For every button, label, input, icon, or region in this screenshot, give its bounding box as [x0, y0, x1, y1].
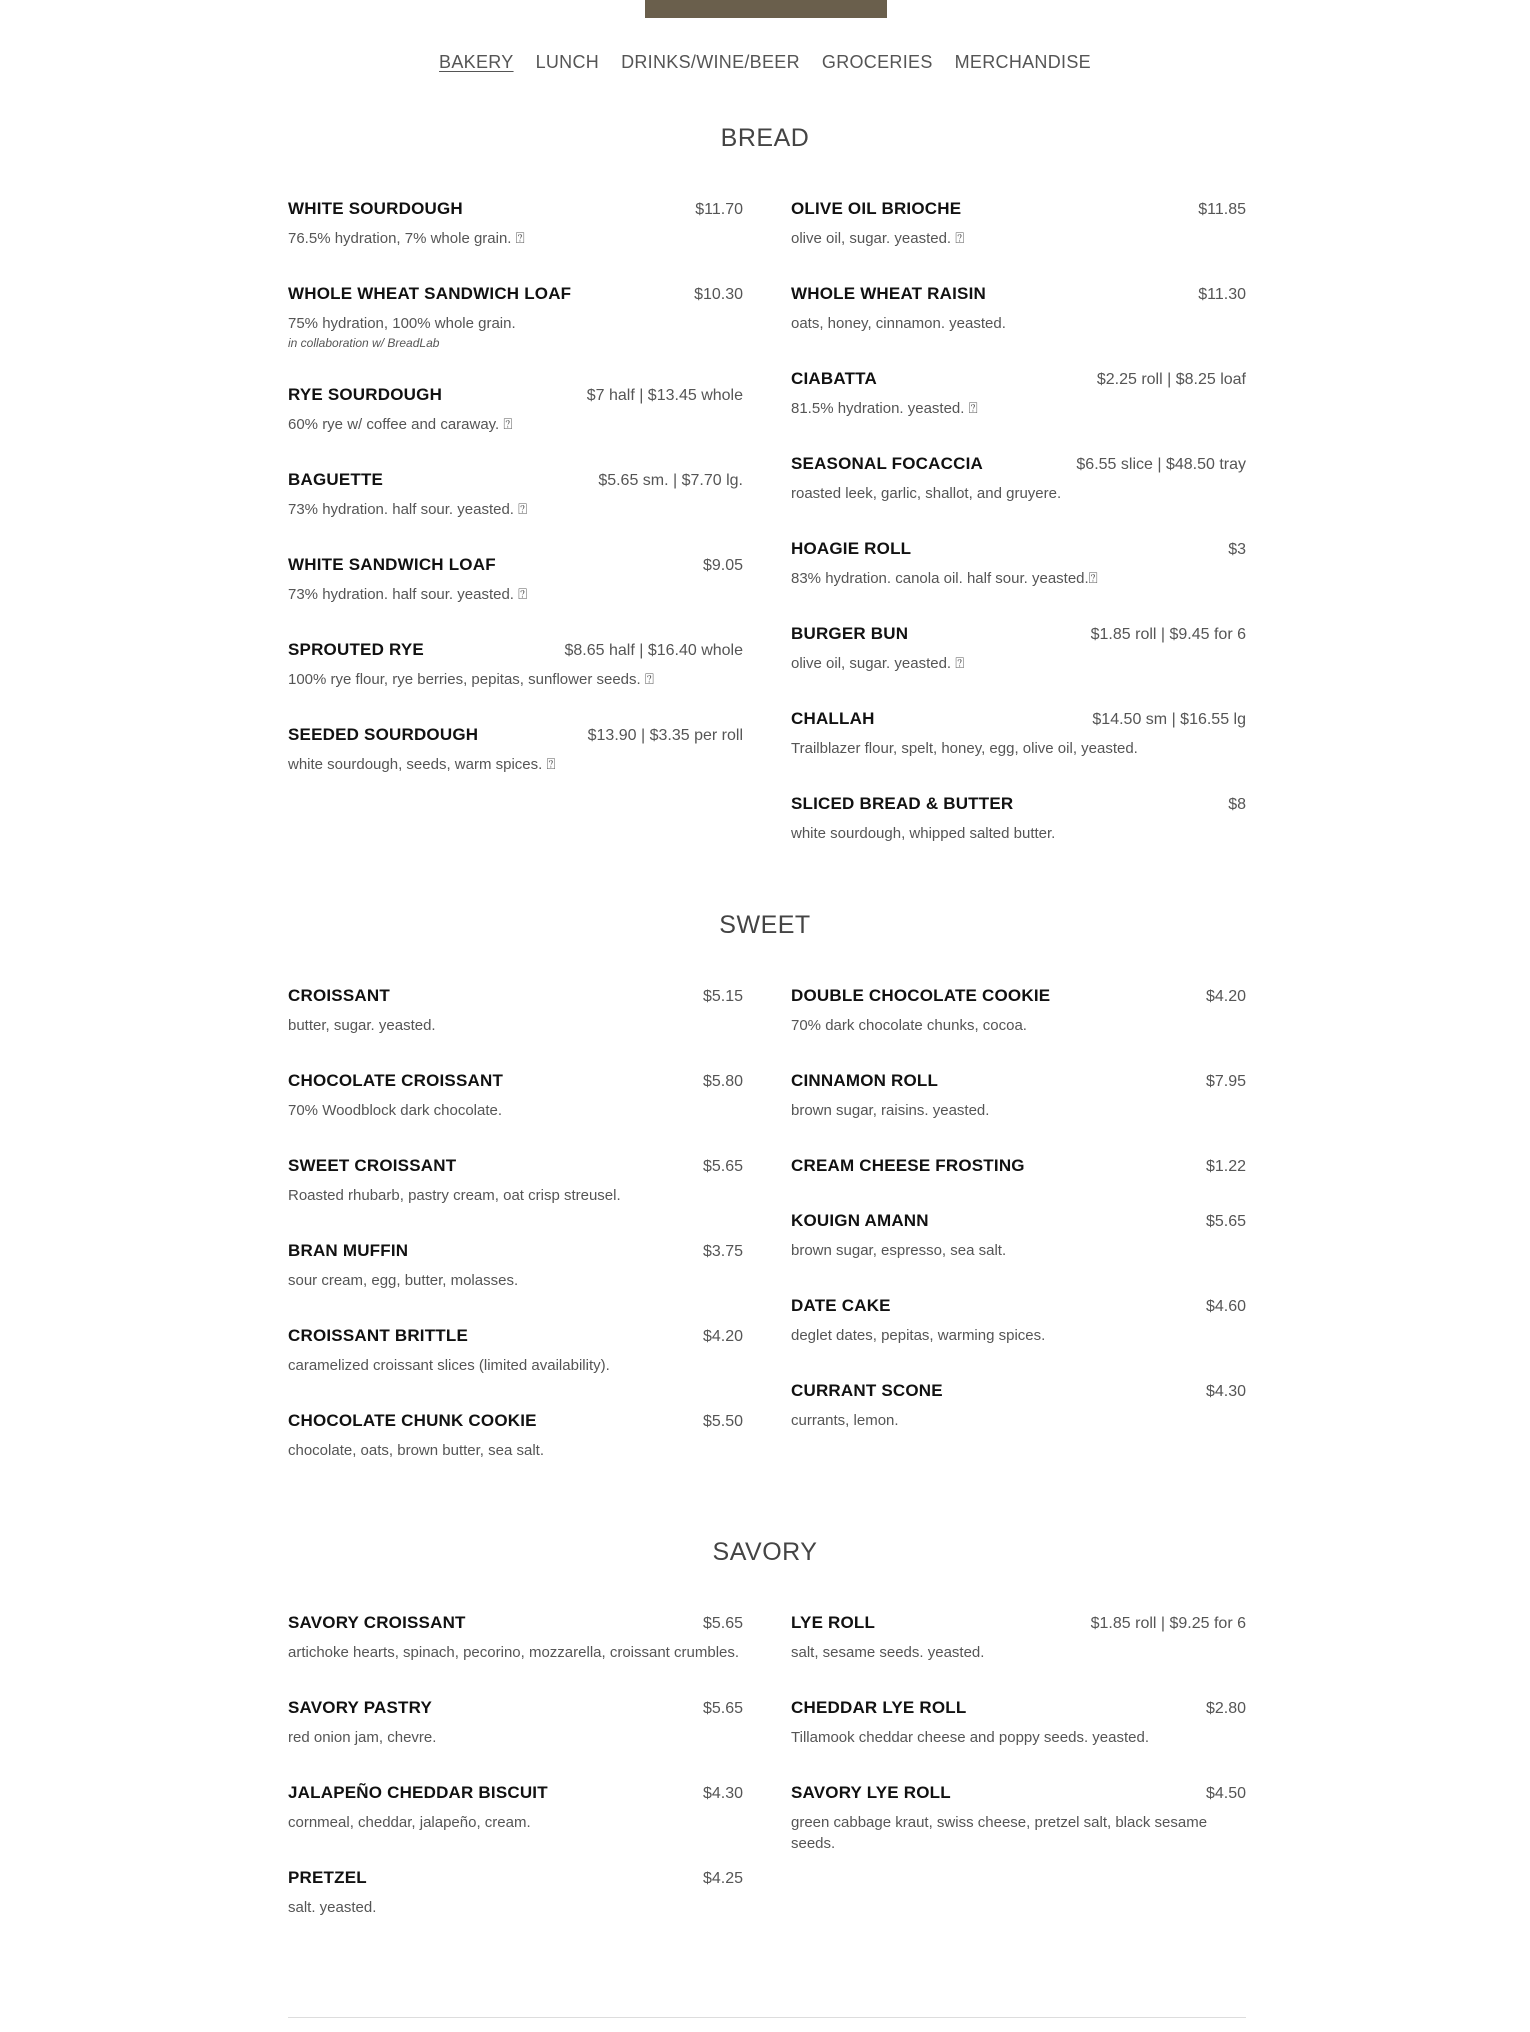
menu-item-header: [791, 1783, 1246, 1803]
menu-item-name: CHOCOLATE CHUNK COOKIE: [288, 1411, 537, 1430]
menu-item-header: [791, 539, 1246, 559]
menu-item-price: $5.65 sm. | $7.70 lg.: [598, 472, 743, 489]
menu-item: [791, 986, 1246, 1036]
menu-item-price: $10.30: [694, 286, 743, 303]
menu-item-header: [288, 1071, 743, 1091]
menu-item-name: SEASONAL FOCACCIA: [791, 454, 983, 473]
menu-item-price: $3: [1228, 541, 1246, 558]
menu-item-description: brown sugar, raisins. yeasted.: [791, 1102, 990, 1119]
menu-item-name: CROISSANT: [288, 986, 390, 1005]
menu-item-header: [791, 1296, 1246, 1316]
menu-item-header: [288, 385, 743, 405]
menu-item-description: white sourdough, whipped salted butter.: [791, 825, 1056, 842]
menu-item-header: [288, 986, 743, 1006]
menu-item-header: [791, 1211, 1246, 1231]
menu-item-description: Tillamook cheddar cheese and poppy seeds. yeasted.: [791, 1729, 1150, 1746]
menu-item-description: 83% hydration. canola oil. half sour. yeasted.⍰: [791, 570, 1098, 587]
menu-item-header: [288, 1156, 743, 1176]
menu-item: [791, 1211, 1246, 1261]
menu-item-name: WHOLE WHEAT RAISIN: [791, 284, 986, 303]
menu-item-header: [288, 1783, 743, 1803]
menu-item-description: salt. yeasted.: [288, 1899, 377, 1916]
menu-item-header: [288, 1411, 743, 1431]
menu-item-price: $5.65: [702, 1615, 743, 1632]
menu-item: [288, 284, 743, 350]
menu-item: [791, 1381, 1246, 1431]
bread-left-column: [288, 199, 743, 810]
menu-item-price: $4.20: [1205, 988, 1246, 1005]
menu-item-price: $5.65: [1205, 1213, 1246, 1230]
menu-item-price: $3.75: [702, 1243, 743, 1260]
menu-item-name: LYE ROLL: [791, 1613, 876, 1632]
menu-item-name: CHEDDAR LYE ROLL: [791, 1698, 967, 1717]
menu-item-name: PRETZEL: [288, 1868, 367, 1887]
menu-item-header: [791, 1613, 1246, 1633]
menu-item: [288, 1783, 743, 1833]
menu-item-description: 73% hydration. half sour. yeasted. ⍰: [288, 501, 528, 518]
menu-item: [791, 709, 1246, 759]
menu-item: [288, 199, 743, 249]
menu-item-header: [791, 1381, 1246, 1401]
menu-item-price: $7 half | $13.45 whole: [586, 387, 743, 404]
menu-item-price: $2.80: [1205, 1700, 1246, 1717]
menu-item-name: HOAGIE ROLL: [791, 539, 912, 558]
menu-item-header: [791, 1156, 1246, 1176]
menu-item-header: [791, 1071, 1246, 1091]
menu-item-name: SEEDED SOURDOUGH: [288, 725, 479, 744]
menu-item-price: $4.60: [1205, 1298, 1246, 1315]
menu-item: [791, 1296, 1246, 1346]
menu-item-header: [791, 709, 1246, 729]
savory-left-column: [288, 1613, 743, 1953]
menu-item-name: SPROUTED RYE: [288, 640, 424, 659]
menu-item: [791, 1071, 1246, 1121]
menu-item-header: [791, 454, 1246, 474]
menu-item: [288, 555, 743, 605]
menu-item-name: SAVORY PASTRY: [288, 1698, 432, 1717]
menu-item-header: [791, 794, 1246, 814]
menu-item-name: CREAM CHEESE FROSTING: [791, 1156, 1025, 1175]
menu-item: [288, 1613, 743, 1663]
menu-item-header: [791, 284, 1246, 304]
menu-item-header: [288, 725, 743, 745]
menu-item-description: 60% rye w/ coffee and caraway. ⍰: [288, 416, 513, 433]
menu-item-description: Trailblazer flour, spelt, honey, egg, olive oil, yeasted.: [791, 740, 1138, 757]
menu-item-header: [288, 1613, 743, 1633]
menu-item-price: $5.65: [702, 1158, 743, 1175]
menu-item-name: CIABATTA: [791, 369, 877, 388]
menu-item-name: CINNAMON ROLL: [791, 1071, 939, 1090]
menu-item: [791, 1156, 1246, 1176]
menu-item-header: [288, 284, 743, 304]
menu-item-header: [791, 986, 1246, 1006]
menu-item-price: $5.65: [702, 1700, 743, 1717]
menu-item: [288, 1698, 743, 1748]
nav-groceries[interactable]: GROCERIES: [821, 52, 933, 72]
menu-item: [791, 624, 1246, 674]
menu-item: [288, 385, 743, 435]
sweet-left-column: [288, 986, 743, 1496]
menu-item: [288, 1326, 743, 1376]
menu-item-name: CURRANT SCONE: [791, 1381, 943, 1400]
menu-item: [791, 1698, 1246, 1748]
menu-item-description: green cabbage kraut, swiss cheese, pretzel salt, black sesame seeds.: [791, 1814, 1208, 1852]
menu-item-header: [791, 199, 1246, 219]
menu-item-price: $4.20: [702, 1328, 743, 1345]
menu-item-price: $8: [1228, 796, 1246, 813]
menu-item: [288, 725, 743, 775]
menu-item-name: KOUIGN AMANN: [791, 1211, 929, 1230]
menu-item-name: DOUBLE CHOCOLATE COOKIE: [791, 986, 1051, 1005]
menu-item-name: CHOCOLATE CROISSANT: [288, 1071, 504, 1090]
menu-item-price: $6.55 slice | $48.50 tray: [1076, 456, 1246, 473]
menu-item-price: $1.22: [1205, 1158, 1246, 1175]
bread-right-column: [791, 199, 1246, 879]
menu-item-price: $4.30: [702, 1785, 743, 1802]
menu-item-header: [288, 1241, 743, 1261]
menu-item-note: in collaboration w/ BreadLab: [288, 336, 440, 350]
menu-item: [791, 454, 1246, 504]
menu-item-description: white sourdough, seeds, warm spices. ⍰: [288, 756, 556, 773]
menu-item: [288, 1071, 743, 1121]
menu-item-name: WHITE SANDWICH LOAF: [288, 555, 496, 574]
menu-item-description: currants, lemon.: [791, 1412, 899, 1429]
menu-item-name: CHALLAH: [791, 709, 875, 728]
menu-item-price: $5.50: [702, 1413, 743, 1430]
menu-item-name: OLIVE OIL BRIOCHE: [791, 199, 962, 218]
menu-item-name: SAVORY LYE ROLL: [791, 1783, 951, 1802]
menu-item-name: JALAPEÑO CHEDDAR BISCUIT: [288, 1783, 548, 1802]
menu-item-price: $8.65 half | $16.40 whole: [564, 642, 743, 659]
menu-item-name: RYE SOURDOUGH: [288, 385, 443, 404]
menu-item-description: artichoke hearts, spinach, pecorino, mozzarella, croissant crumbles.: [288, 1644, 740, 1661]
menu-item-name: DATE CAKE: [791, 1296, 891, 1315]
menu-item-description: butter, sugar. yeasted.: [288, 1017, 436, 1034]
menu-item-name: WHOLE WHEAT SANDWICH LOAF: [288, 284, 572, 303]
menu-item-description: 70% Woodblock dark chocolate.: [288, 1102, 503, 1119]
menu-item-header: [791, 1698, 1246, 1718]
menu-item-header: [288, 199, 743, 219]
menu-item-description: sour cream, egg, butter, molasses.: [288, 1272, 519, 1289]
menu-item-description: roasted leek, garlic, shallot, and gruyere.: [791, 485, 1062, 502]
menu-item-name: BAGUETTE: [288, 470, 384, 489]
menu-item-description: olive oil, sugar. yeasted. ⍰: [791, 655, 965, 672]
menu-item-price: $9.05: [702, 557, 743, 574]
menu-item-price: $1.85 roll | $9.45 for 6: [1090, 626, 1246, 643]
menu-item-description: oats, honey, cinnamon. yeasted.: [791, 315, 1006, 332]
menu-item-name: BURGER BUN: [791, 624, 909, 643]
menu-item-price: $2.25 roll | $8.25 loaf: [1096, 371, 1246, 388]
menu-item-header: [791, 624, 1246, 644]
savory-right-column: [791, 1613, 1246, 1889]
menu-item-header: [288, 470, 743, 490]
sweet-right-column: [791, 986, 1246, 1466]
menu-item-price: $1.85 roll | $9.25 for 6: [1090, 1615, 1246, 1632]
menu-item: [791, 284, 1246, 334]
menu-item-description: cornmeal, cheddar, jalapeño, cream.: [288, 1814, 531, 1831]
menu-item-description: red onion jam, chevre.: [288, 1729, 437, 1746]
nav-drinks[interactable]: DRINKS/WINE/BEER: [621, 52, 800, 72]
menu-item-description: Roasted rhubarb, pastry cream, oat crisp streusel.: [288, 1187, 621, 1204]
menu-item-description: 73% hydration. half sour. yeasted. ⍰: [288, 586, 528, 603]
menu-item-description: olive oil, sugar. yeasted. ⍰: [791, 230, 965, 247]
menu-item: [288, 1156, 743, 1206]
footer-divider: [288, 2017, 1246, 2018]
menu-item-price: $11.70: [695, 201, 743, 218]
menu-item-description: 76.5% hydration, 7% whole grain. ⍰: [288, 230, 525, 247]
menu-item: [791, 369, 1246, 419]
menu-item-price: $4.25: [702, 1870, 743, 1887]
menu-item-price: $11.30: [1198, 286, 1246, 303]
nav-merchandise[interactable]: MERCHANDISE: [954, 52, 1091, 72]
menu-item: [288, 986, 743, 1036]
menu-item-name: BRAN MUFFIN: [288, 1241, 409, 1260]
menu-item-price: $14.50 sm | $16.55 lg: [1092, 711, 1246, 728]
menu-item-price: $5.15: [702, 988, 743, 1005]
menu-item: [288, 470, 743, 520]
menu-item: [288, 1868, 743, 1918]
menu-item-name: WHITE SOURDOUGH: [288, 199, 463, 218]
menu-item-price: $4.30: [1205, 1383, 1246, 1400]
menu-item-description: salt, sesame seeds. yeasted.: [791, 1644, 985, 1661]
nav-bakery[interactable]: BAKERY: [439, 52, 514, 72]
menu-item-header: [288, 640, 743, 660]
section-title-sweet: SWEET: [719, 911, 811, 939]
menu-item-price: $7.95: [1205, 1073, 1246, 1090]
menu-item-description: 75% hydration, 100% whole grain.: [288, 315, 516, 332]
menu-item-header: [791, 369, 1246, 389]
menu-item-header: [288, 1326, 743, 1346]
menu-item: [288, 640, 743, 690]
menu-item: [288, 1411, 743, 1461]
menu-nav: [0, 52, 1530, 73]
menu-item-price: $11.85: [1198, 201, 1246, 218]
menu-item-name: CROISSANT BRITTLE: [288, 1326, 469, 1345]
menu-item-price: $5.80: [702, 1073, 743, 1090]
menu-item-description: chocolate, oats, brown butter, sea salt.: [288, 1442, 544, 1459]
menu-item-description: 70% dark chocolate chunks, cocoa.: [791, 1017, 1027, 1034]
menu-item-price: $13.90 | $3.35 per roll: [587, 727, 743, 744]
menu-item: [791, 199, 1246, 249]
menu-item-description: caramelized croissant slices (limited availability).: [288, 1357, 610, 1374]
menu-item: [791, 539, 1246, 589]
section-title-savory: SAVORY: [712, 1538, 818, 1566]
section-title-bread: BREAD: [720, 124, 810, 152]
menu-item: [791, 1613, 1246, 1663]
menu-item-description: brown sugar, espresso, sea salt.: [791, 1242, 1007, 1259]
nav-lunch[interactable]: LUNCH: [535, 52, 600, 72]
menu-item-description: deglet dates, pepitas, warming spices.: [791, 1327, 1046, 1344]
menu-item-name: SWEET CROISSANT: [288, 1156, 457, 1175]
logo-banner[interactable]: [645, 0, 887, 18]
menu-item-name: SLICED BREAD & BUTTER: [791, 794, 1014, 813]
menu-item: [288, 1241, 743, 1291]
menu-item-header: [288, 555, 743, 575]
menu-item: [791, 1783, 1246, 1854]
menu-item-name: SAVORY CROISSANT: [288, 1613, 466, 1632]
menu-item-description: 100% rye flour, rye berries, pepitas, sunflower seeds. ⍰: [288, 671, 654, 688]
menu-item-header: [288, 1698, 743, 1718]
menu-item-description: 81.5% hydration. yeasted. ⍰: [791, 400, 978, 417]
menu-item: [791, 794, 1246, 844]
menu-item-price: $4.50: [1205, 1785, 1246, 1802]
menu-item-header: [288, 1868, 743, 1888]
